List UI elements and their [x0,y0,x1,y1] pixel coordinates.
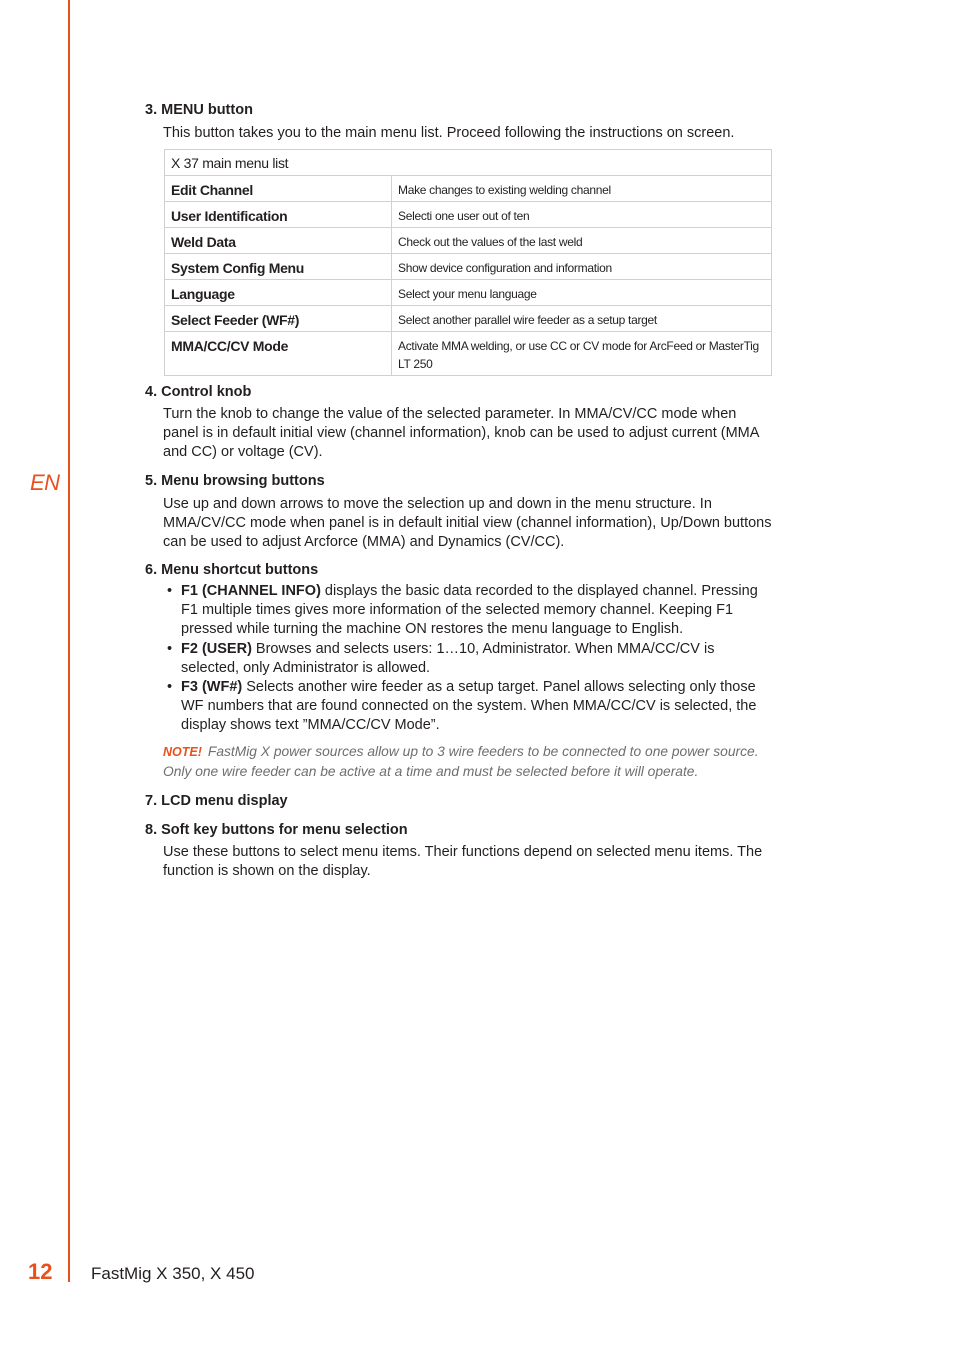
main-menu-table [164,149,772,376]
table-row [165,176,772,202]
menu-item-name: Select Feeder (WF#) [165,306,392,332]
table-header: X 37 main menu list [165,150,772,176]
section-7-heading: 7. LCD menu display [145,793,288,809]
menu-item-name: User Identification [165,202,392,228]
menu-item-desc: Check out the values of the last weld [392,228,772,254]
menu-item-name: Language [165,280,392,306]
key-label: F2 (USER) [181,640,252,657]
table-row [165,306,772,332]
list-item [163,640,775,678]
key-desc: Selects another wire feeder as a setup target. Panel allows selecting only those WF numbers that are found connected on the system. When MMA/CC/CV is selected, the display shows text ”MMA/CC/CV Mode”. [181,679,757,734]
bullet-icon: • [167,583,173,599]
note-text: FastMig X power sources allow up to 3 wire feeders to be connected to one power source. Only one wire feeder can be active at a time and must be selected before it will operate. [163,744,759,779]
note-label: NOTE! [163,745,202,759]
table-row [165,202,772,228]
table-row [165,332,772,376]
key-label: F3 (WF#) [181,679,243,696]
section-3-heading: 3. MENU button [145,102,253,118]
menu-item-desc: Select another parallel wire feeder as a setup target [392,306,772,332]
menu-item-desc: Activate MMA welding, or use CC or CV mode for ArcFeed or MasterTig LT 250 [392,332,772,376]
margin-rule [68,0,70,1282]
menu-item-name: Weld Data [165,228,392,254]
menu-item-desc: Show device configuration and information [392,254,772,280]
shortcut-list [163,582,775,736]
table-row [165,280,772,306]
note-box [163,742,775,782]
bullet-icon: • [167,640,173,657]
section-4-heading: 4. Control knob [145,384,252,400]
section-8-heading: 8. Soft key buttons for menu selection [145,822,408,838]
section-5-text: Use up and down arrows to move the selection up and down in the menu structure. In MMA/CV/CC mode when panel is in default initial view (channel information), Up/Down buttons can be used to adjust Arcforce (MMA) and Dynamics (CV/CC). [163,496,772,551]
menu-item-desc: Selecti one user out of ten [392,202,772,228]
menu-item-desc: Make changes to existing welding channel [392,176,772,202]
footer-title: FastMig X 350, X 450 [91,1264,255,1283]
key-desc: displays the basic data recorded to the displayed channel. Pressing F1 multiple times gives more information of the selected memory channel. Keeping F1 pressed while turning the machine ON restores the menu language to English. [181,583,758,638]
section-5-heading: 5. Menu browsing buttons [145,473,325,489]
menu-item-name: Edit Channel [165,176,392,202]
section-8-text: Use these buttons to select menu items. Their functions depend on selected menu items. The function is shown on the display. [163,844,763,880]
bullet-icon: • [167,679,173,696]
menu-item-name: MMA/CC/CV Mode [165,332,392,376]
menu-item-desc: Select your menu language [392,280,772,306]
section-3-text: This button takes you to the main menu list. Proceed following the instructions on screen. [163,125,735,141]
page-number: 12 [28,1259,53,1284]
menu-item-name: System Config Menu [165,254,392,280]
list-item [163,678,775,736]
language-tag: EN [30,470,60,495]
key-label: F1 (CHANNEL INFO) [181,583,321,599]
section-4-text: Turn the knob to change the value of the selected parameter. In MMA/CV/CC mode when panel is in default initial view (channel information), knob can be used to adjust current (MMA and CC) or voltage (CV). [163,406,759,461]
list-item [163,582,775,640]
table-row [165,228,772,254]
table-row [165,254,772,280]
section-6-heading: 6. Menu shortcut buttons [145,562,319,578]
key-desc: Browses and selects users: 1…10, Administrator. When MMA/CC/CV is selected, only Administrator is allowed. [181,640,715,676]
